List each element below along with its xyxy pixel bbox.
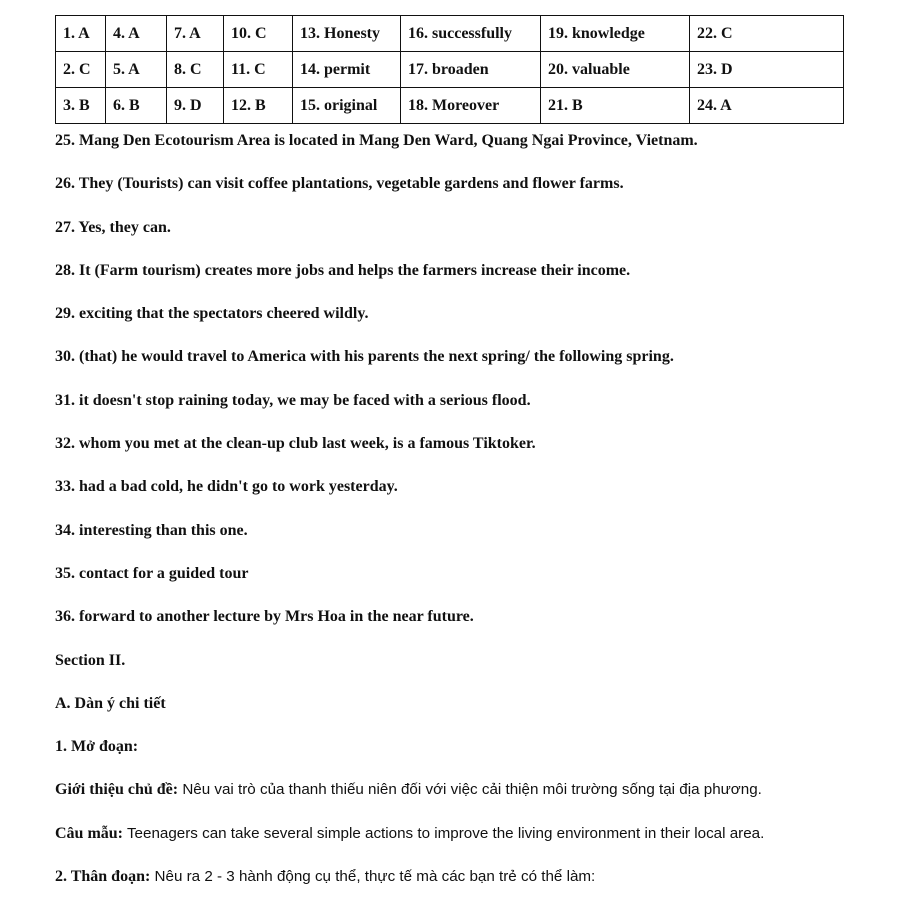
answer-key-table — [55, 15, 844, 124]
table-row — [56, 16, 844, 52]
section-title: Section II. — [55, 651, 126, 669]
answer-cell: 16. successfully — [401, 16, 541, 52]
answer-cell: 22. C — [690, 16, 844, 52]
answer-line: 30. (that) he would travel to America with his parents the next spring/ the following spring. — [55, 348, 674, 366]
answer-cell: 11. C — [224, 52, 293, 88]
answer-cell: 18. Moreover — [401, 88, 541, 124]
answer-cell: 5. A — [106, 52, 167, 88]
answer-cell: 15. original — [293, 88, 401, 124]
body-label: 2. Thân đoạn: — [55, 868, 151, 886]
answer-cell: 1. A — [56, 16, 106, 52]
written-answers — [55, 131, 875, 651]
answer-line: 29. exciting that the spectators cheered wildly. — [55, 305, 369, 323]
answer-cell: 7. A — [167, 16, 224, 52]
answer-cell: 21. B — [541, 88, 690, 124]
outline-title: A. Dàn ý chi tiết — [55, 694, 166, 712]
answer-cell: 14. permit — [293, 52, 401, 88]
topic-label: Giới thiệu chủ đề: — [55, 781, 179, 799]
answer-line: 34. interesting than this one. — [55, 521, 248, 539]
answer-cell: 19. knowledge — [541, 16, 690, 52]
answer-cell: 23. D — [690, 52, 844, 88]
answer-line: 27. Yes, they can. — [55, 218, 171, 236]
answer-line: 28. It (Farm tourism) creates more jobs and helps the farmers increase their income. — [55, 261, 631, 279]
answer-cell: 10. C — [224, 16, 293, 52]
answer-line: 25. Mang Den Ecotourism Area is located in Mang Den Ward, Quang Ngai Province, Vietnam. — [55, 132, 698, 149]
answer-cell: 9. D — [167, 88, 224, 124]
answer-line: 26. They (Tourists) can visit coffee plantations, vegetable gardens and flower farms. — [55, 175, 624, 193]
body-line — [55, 867, 875, 910]
sample-line — [55, 824, 875, 867]
answer-line: 33. had a bad cold, he didn't go to work yesterday. — [55, 478, 398, 496]
topic-text: Nêu vai trò của thanh thiếu niên đối với việc cải thiện môi trường sống tại địa phương. — [178, 781, 762, 799]
table-row — [56, 88, 844, 124]
answer-cell: 4. A — [106, 16, 167, 52]
intro-heading: 1. Mở đoạn: — [55, 738, 139, 756]
sample-text: Teenagers can take several simple actions to improve the living environment in their local area. — [123, 824, 765, 842]
answer-cell: 17. broaden — [401, 52, 541, 88]
answer-line: 32. whom you met at the clean-up club last week, is a famous Tiktoker. — [55, 435, 536, 453]
topic-line — [55, 780, 875, 823]
answer-line: 36. forward to another lecture by Mrs Hoa in the near future. — [55, 608, 474, 626]
answer-table-body — [56, 16, 844, 124]
answer-cell: 3. B — [56, 88, 106, 124]
answer-cell: 8. C — [167, 52, 224, 88]
answer-cell: 12. B — [224, 88, 293, 124]
answer-cell: 6. B — [106, 88, 167, 124]
answer-lines — [55, 131, 875, 910]
answer-cell: 20. valuable — [541, 52, 690, 88]
answer-line: 35. contact for a guided tour — [55, 564, 249, 582]
answer-line: 31. it doesn't stop raining today, we may be faced with a serious flood. — [55, 391, 531, 409]
answer-cell: 2. C — [56, 52, 106, 88]
answer-cell: 24. A — [690, 88, 844, 124]
body-text: Nêu ra 2 - 3 hành động cụ thể, thực tế mà các bạn trẻ có thể làm: — [150, 868, 596, 886]
table-row — [56, 52, 844, 88]
answer-cell: 13. Honesty — [293, 16, 401, 52]
sample-label: Câu mẫu: — [55, 824, 124, 842]
